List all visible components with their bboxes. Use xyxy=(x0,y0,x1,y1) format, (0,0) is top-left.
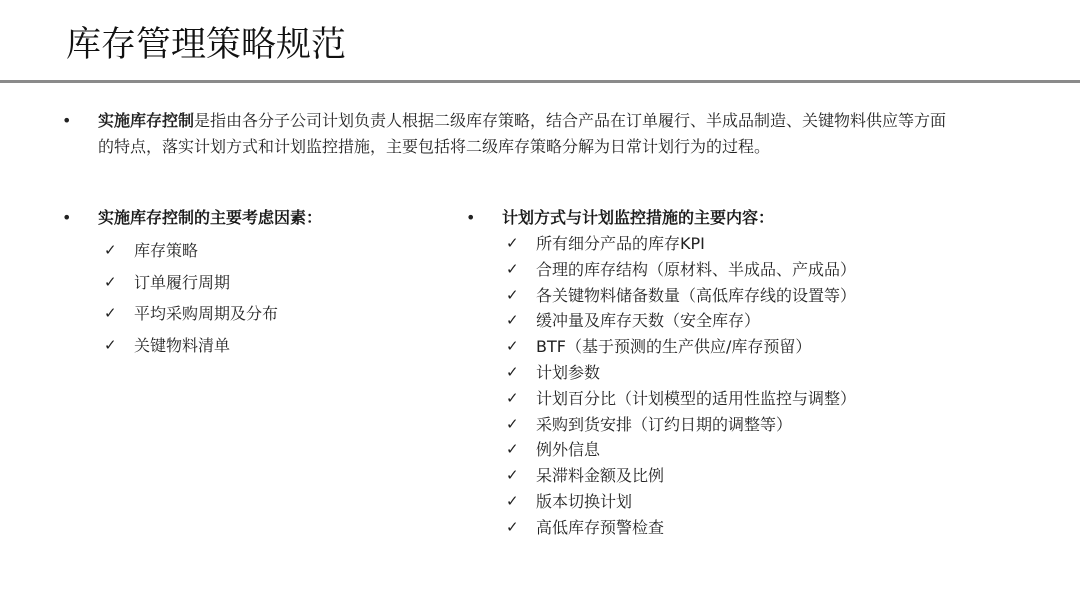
list-item-text: 计划百分比（计划模型的适用性监控与调整） xyxy=(536,388,857,408)
intro-line-1 xyxy=(98,108,946,134)
list-item xyxy=(104,267,442,299)
list-item-text: 所有细分产品的库存KPI xyxy=(536,234,705,253)
list-item-text: 呆滞料金额及比例 xyxy=(536,466,665,486)
bullet-icon: • xyxy=(62,208,72,227)
list-item xyxy=(506,515,1066,541)
checkmark-icon: ✓ xyxy=(506,285,519,304)
title-divider xyxy=(0,80,1080,83)
checkmark-icon: ✓ xyxy=(506,259,519,278)
factor-list xyxy=(62,235,442,361)
list-item xyxy=(104,235,442,267)
checkmark-icon: ✓ xyxy=(506,440,519,459)
list-item-text: 高低库存预警检查 xyxy=(536,517,665,537)
intro-block xyxy=(62,108,1062,160)
checkmark-icon: ✓ xyxy=(506,414,519,433)
left-section-heading: 实施库存控制的主要考虑因素： xyxy=(98,208,323,227)
bullet-icon: • xyxy=(62,111,72,130)
list-item-text: 平均采购周期及分布 xyxy=(134,304,279,323)
list-item-text: 各关键物料储备数量（高低库存线的设置等） xyxy=(536,285,857,305)
list-item xyxy=(506,412,1066,438)
list-item xyxy=(506,308,1066,334)
list-item-text: 订单履行周期 xyxy=(134,272,231,292)
list-item xyxy=(506,231,1066,257)
list-item-text: 合理的库存结构（原材料、半成品、产成品） xyxy=(536,259,857,279)
list-item xyxy=(506,437,1066,463)
checkmark-icon: ✓ xyxy=(104,241,117,259)
intro-line-2: 的特点，落实计划方式和计划监控措施，主要包括将二级库存策略分解为日常计划行为的过程。 xyxy=(98,137,771,156)
checkmark-icon: ✓ xyxy=(104,335,117,354)
list-item xyxy=(104,298,442,330)
list-item xyxy=(506,257,1066,283)
list-item xyxy=(506,283,1066,309)
right-section xyxy=(466,205,1066,541)
list-item-text: 例外信息 xyxy=(536,440,601,460)
checkmark-icon: ✓ xyxy=(506,491,519,510)
checkmark-icon: ✓ xyxy=(506,466,519,485)
checkmark-icon: ✓ xyxy=(104,272,117,291)
list-item-text: 采购到货安排（订约日期的调整等） xyxy=(536,414,793,434)
checkmark-icon: ✓ xyxy=(506,311,519,330)
intro-bold-lead: 实施库存控制 xyxy=(98,111,195,130)
list-item-text: 计划参数 xyxy=(536,362,601,382)
checkmark-icon: ✓ xyxy=(506,362,519,381)
right-section-heading: 计划方式与计划监控措施的主要内容： xyxy=(502,208,775,227)
checkmark-icon: ✓ xyxy=(506,388,519,407)
checkmark-icon: ✓ xyxy=(506,517,519,536)
list-item-text: 缓冲量及库存天数（安全库存） xyxy=(536,311,761,331)
bullet-icon: • xyxy=(466,208,476,227)
checkmark-icon: ✓ xyxy=(506,234,519,252)
list-item xyxy=(506,489,1066,515)
left-section xyxy=(62,205,442,361)
checkmark-icon: ✓ xyxy=(506,337,519,356)
list-item-text: 库存策略 xyxy=(134,241,199,260)
list-item xyxy=(506,334,1066,360)
list-item xyxy=(506,386,1066,412)
checkmark-icon: ✓ xyxy=(104,304,117,322)
list-item xyxy=(506,360,1066,386)
list-item-text: 关键物料清单 xyxy=(134,335,231,355)
measure-list xyxy=(466,231,1066,541)
list-item xyxy=(104,330,442,362)
list-item-text: BTF（基于预测的生产供应/库存预留） xyxy=(536,337,812,357)
list-item-text: 版本切换计划 xyxy=(536,491,633,511)
intro-line-1-rest: 是指由各分子公司计划负责人根据二级库存策略，结合产品在订单履行、半成品制造、关键物料供应等方面 xyxy=(194,111,947,130)
slide-title: 库存管理策略规范 xyxy=(66,25,347,65)
list-item xyxy=(506,463,1066,489)
